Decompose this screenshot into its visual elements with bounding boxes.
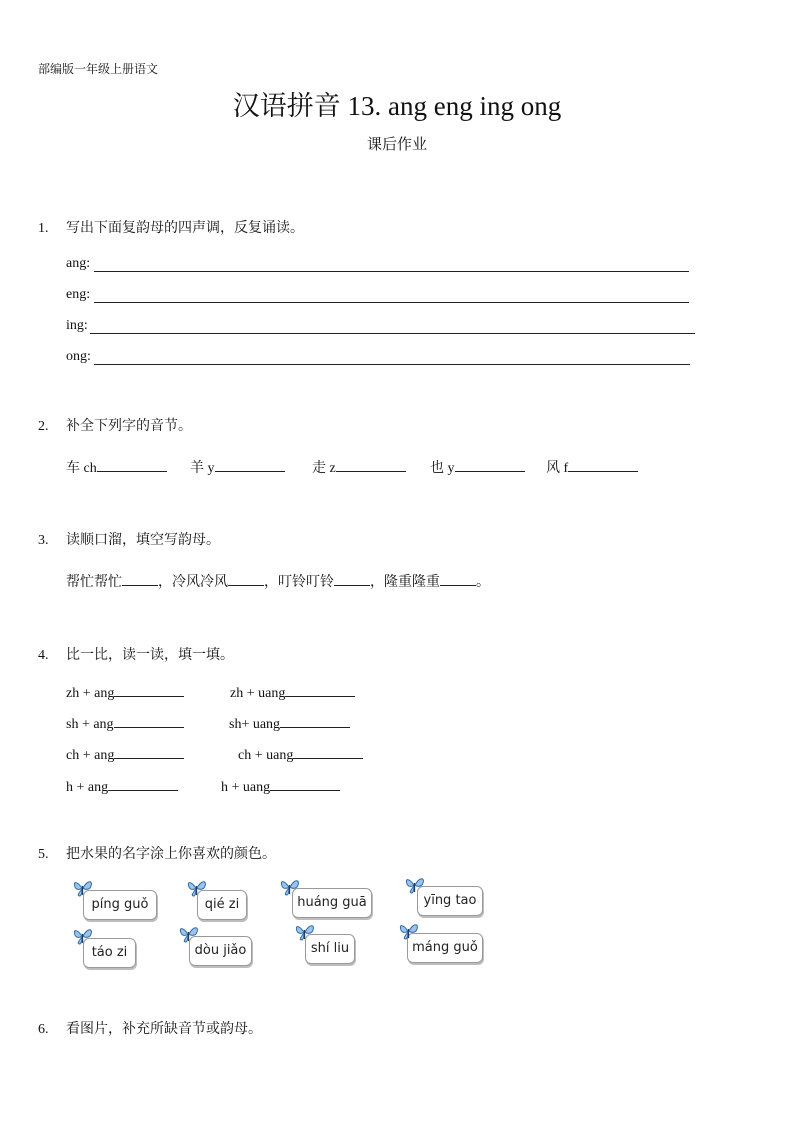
- question-4-text: 比一比，读一读，填一填。: [66, 647, 234, 663]
- document-label: 部编版一年级上册语文: [38, 62, 159, 76]
- q4-formula: h + ang: [66, 780, 109, 795]
- page-title: 汉语拼音 13. ang eng ing ong: [232, 91, 562, 121]
- q2-item-label: 车 ch: [66, 461, 97, 476]
- page-subtitle: 课后作业: [366, 135, 427, 153]
- butterfly-icon: [294, 922, 316, 942]
- butterfly-icon: [404, 875, 426, 895]
- q2-blank[interactable]: [455, 457, 525, 472]
- q1-answer-line[interactable]: [94, 364, 690, 365]
- q2-item: [546, 457, 638, 477]
- butterfly-icon: [72, 926, 94, 946]
- q4-left-item: [66, 713, 184, 733]
- q4-left-item: [66, 744, 184, 764]
- q4-right-item: [221, 776, 340, 796]
- question-5-text: 把水果的名字涂上你喜欢的颜色。: [66, 846, 276, 862]
- q4-blank[interactable]: [108, 776, 178, 791]
- q1-answer-line[interactable]: [90, 333, 695, 334]
- q4-blank[interactable]: [285, 682, 355, 697]
- q3-phrase: 帮忙帮忙: [66, 574, 122, 590]
- q4-blank[interactable]: [270, 776, 340, 791]
- q4-formula: h + uang: [221, 780, 271, 795]
- q3-rhyme-line: [66, 571, 490, 591]
- q4-formula: sh+ uang: [229, 717, 281, 732]
- q2-item: [66, 457, 167, 477]
- q1-answer-line[interactable]: [94, 302, 689, 303]
- q4-formula: ch + ang: [66, 748, 115, 763]
- q1-row-label: ong:: [66, 349, 91, 364]
- fruit-name: dòu jiǎo: [194, 943, 247, 958]
- q4-formula: sh + ang: [66, 717, 114, 732]
- q4-right-item: [230, 682, 355, 702]
- fruit-name: shí liu: [310, 941, 350, 956]
- fruit-card[interactable]: [83, 890, 157, 920]
- q3-phrase: ，隆重隆重: [370, 574, 440, 590]
- q4-blank[interactable]: [114, 713, 184, 728]
- q1-answer-line[interactable]: [94, 271, 689, 272]
- q1-row-label: ang:: [66, 256, 91, 271]
- q3-blank[interactable]: [440, 571, 476, 586]
- q2-item-label: 风 f: [546, 461, 569, 476]
- question-3-number: 3.: [38, 533, 49, 548]
- q3-blank[interactable]: [122, 571, 158, 586]
- q4-right-item: [238, 744, 363, 764]
- q3-blank[interactable]: [334, 571, 370, 586]
- q1-row-label: eng:: [66, 287, 91, 302]
- q2-blank[interactable]: [97, 457, 167, 472]
- question-1-number: 1.: [38, 221, 49, 236]
- question-3-text: 读顺口溜，填空写韵母。: [66, 532, 220, 548]
- question-6-number: 6.: [38, 1022, 49, 1037]
- q4-blank[interactable]: [114, 682, 184, 697]
- fruit-name: táo zi: [91, 945, 128, 960]
- fruit-name: yīng tao: [423, 893, 477, 908]
- q2-blank[interactable]: [568, 457, 638, 472]
- question-2-text: 补全下列字的音节。: [66, 418, 192, 434]
- fruit-name: píng guǒ: [91, 897, 149, 912]
- fruit-card[interactable]: [417, 886, 483, 916]
- question-5-number: 5.: [38, 847, 49, 862]
- q2-item-label: 羊 y: [190, 461, 215, 476]
- q2-blank[interactable]: [336, 457, 406, 472]
- q2-item: [430, 457, 525, 477]
- q4-formula: ch + uang: [238, 748, 294, 763]
- question-6-text: 看图片，补充所缺音节或韵母。: [66, 1021, 262, 1037]
- q2-item: [190, 457, 285, 477]
- fruit-card[interactable]: [292, 888, 372, 918]
- q4-blank[interactable]: [280, 713, 350, 728]
- q4-formula: zh + uang: [230, 686, 286, 701]
- question-1-text: 写出下面复韵母的四声调，反复诵读。: [66, 220, 304, 236]
- fruit-name: máng guǒ: [412, 940, 478, 955]
- q4-left-item: [66, 682, 184, 702]
- q4-left-item: [66, 776, 178, 796]
- fruit-name: qié zi: [204, 897, 240, 912]
- q3-blank[interactable]: [228, 571, 264, 586]
- question-2-number: 2.: [38, 419, 49, 434]
- q3-phrase: 。: [476, 574, 490, 590]
- q2-blank[interactable]: [215, 457, 285, 472]
- butterfly-icon: [186, 878, 208, 898]
- question-4-number: 4.: [38, 648, 49, 663]
- q2-item-label: 走 z: [312, 461, 336, 476]
- q1-row-label: ing:: [66, 318, 88, 333]
- q4-blank[interactable]: [114, 744, 184, 759]
- q3-phrase: ，叮铃叮铃: [264, 574, 334, 590]
- butterfly-icon: [398, 921, 420, 941]
- q4-blank[interactable]: [293, 744, 363, 759]
- butterfly-icon: [279, 877, 301, 897]
- butterfly-icon: [178, 924, 200, 944]
- q4-formula: zh + ang: [66, 686, 115, 701]
- butterfly-icon: [72, 878, 94, 898]
- q4-right-item: [229, 713, 350, 733]
- q2-item: [312, 457, 406, 477]
- q3-phrase: ，冷风冷风: [158, 574, 228, 590]
- q2-item-label: 也 y: [430, 461, 455, 476]
- fruit-name: huáng guā: [297, 895, 367, 910]
